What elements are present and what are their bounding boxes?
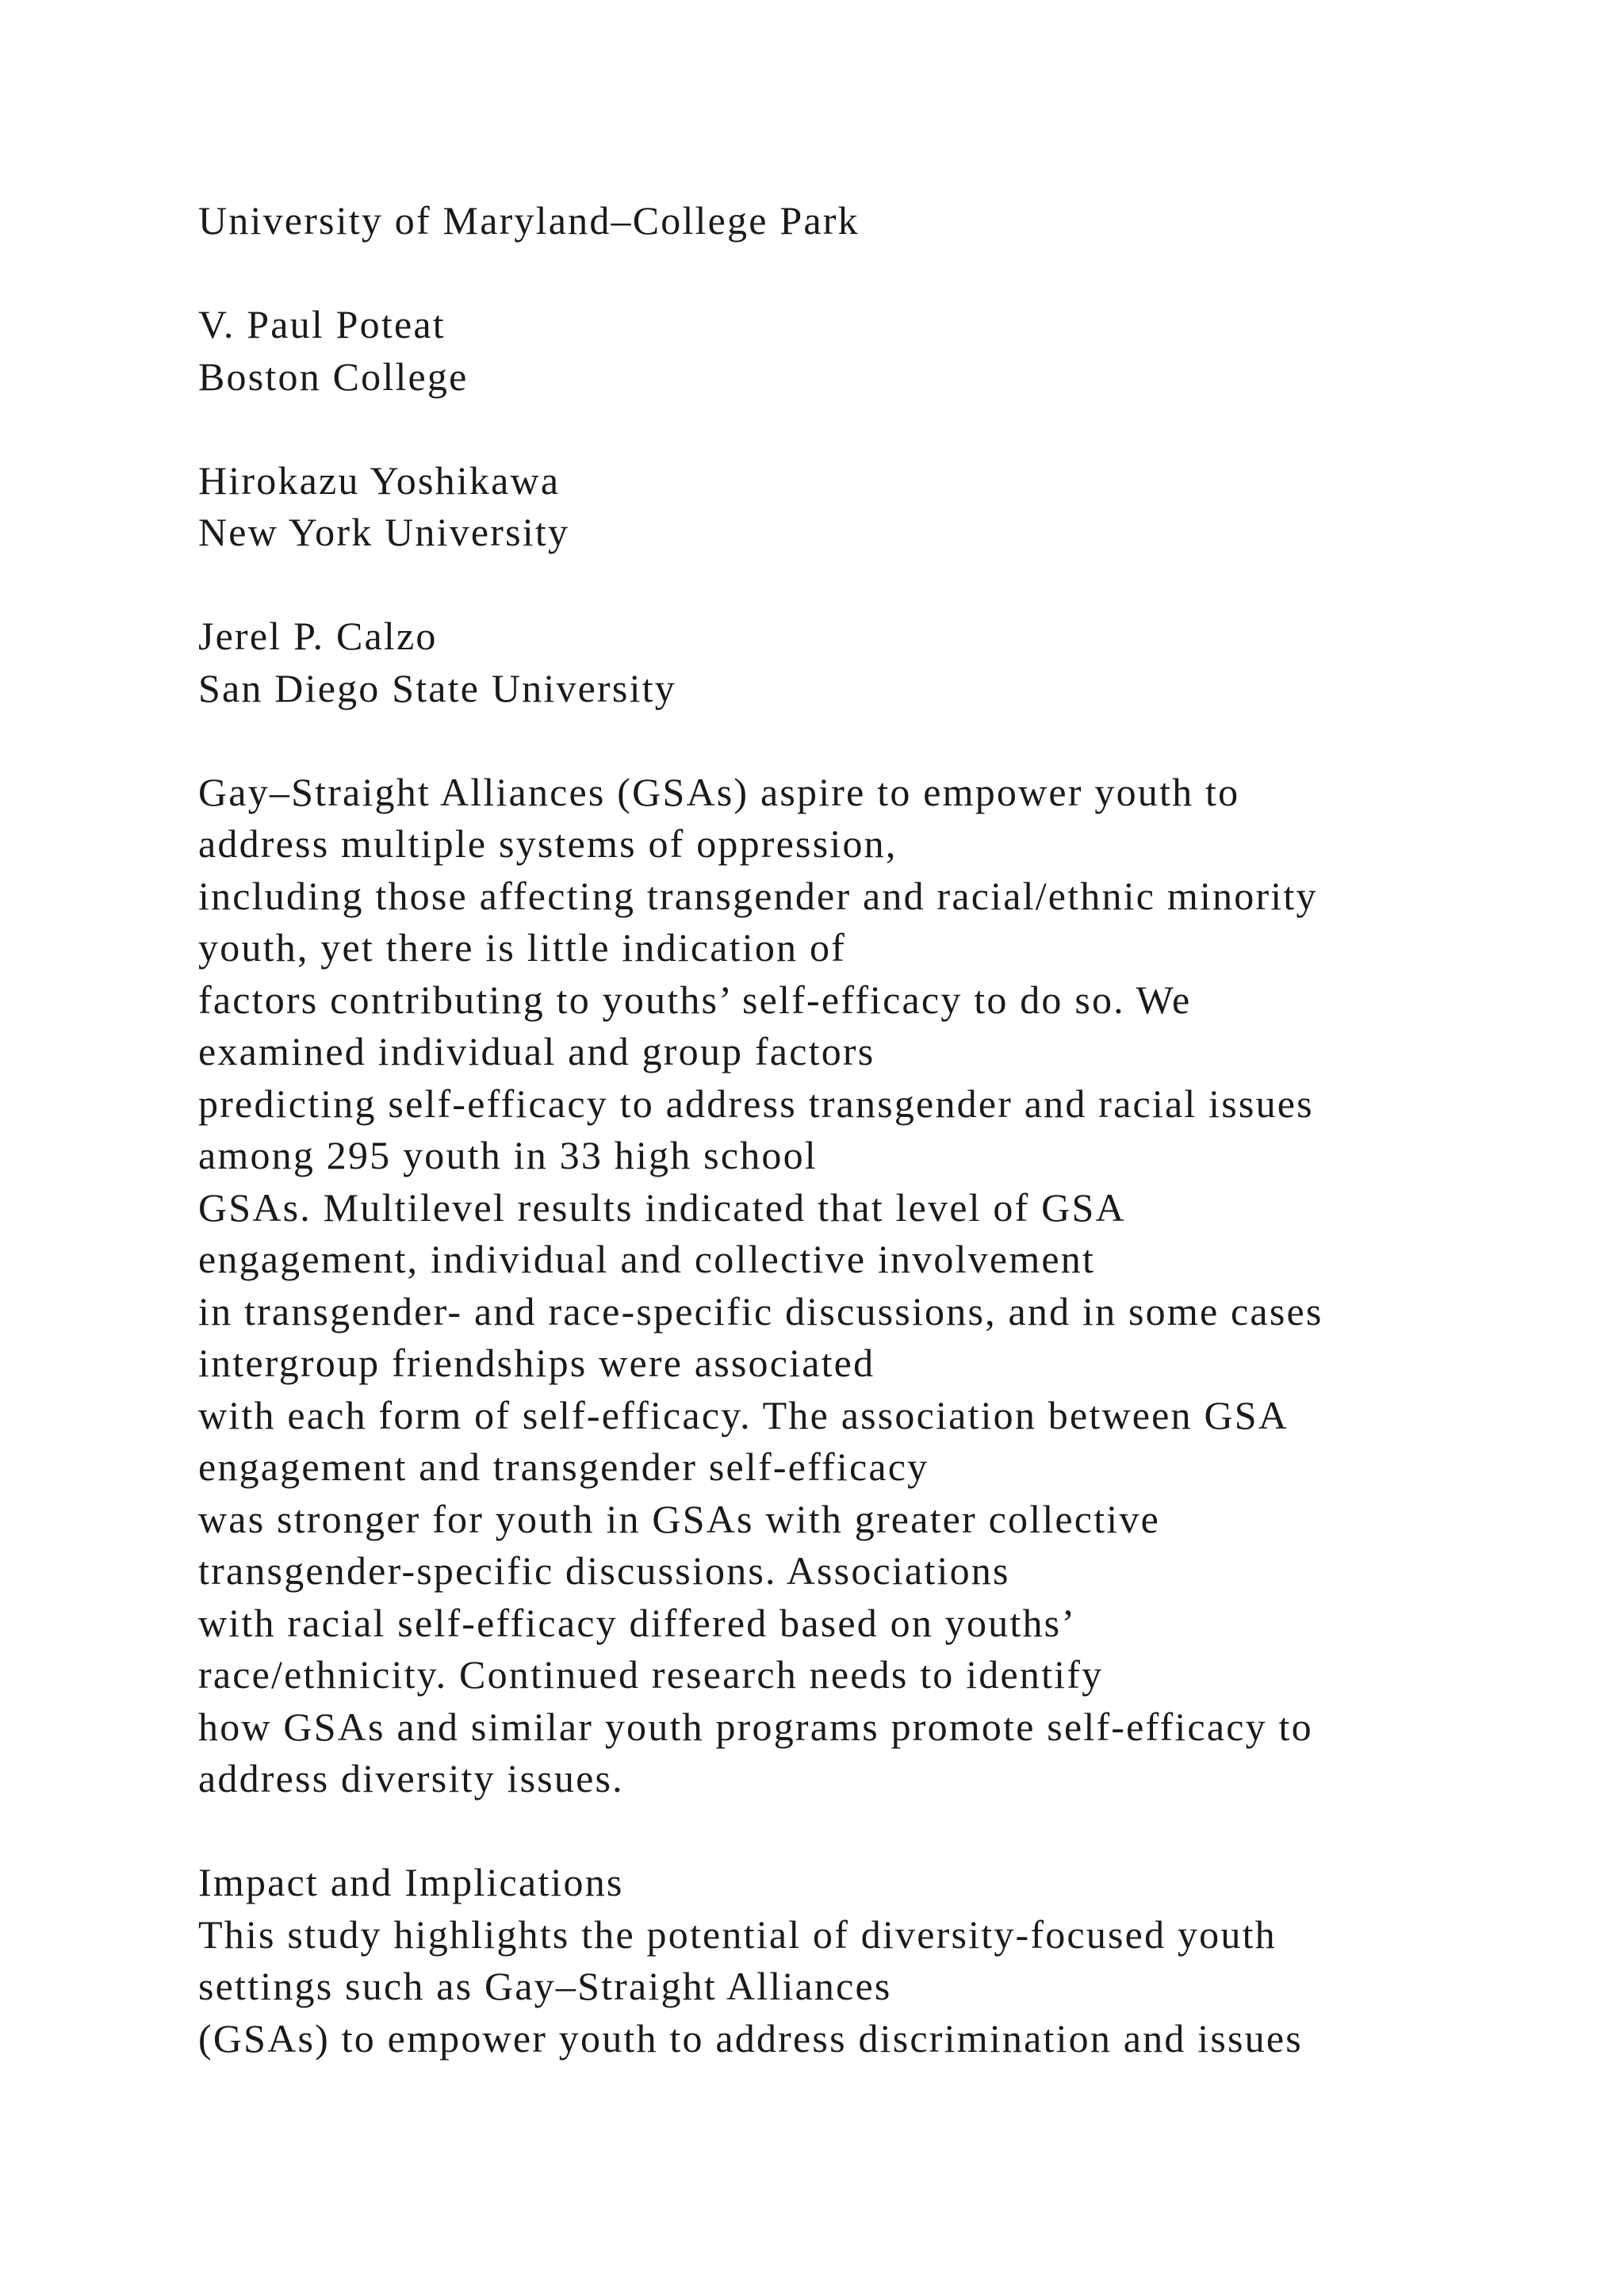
blank-line [198,247,1546,300]
abstract-line: engagement, individual and collective involvement [198,1237,1096,1281]
abstract-line: factors contributing to youths’ self-efficacy to do so. We [198,977,1192,1022]
blank-line [198,1805,1546,1858]
author-institution: New York University [198,510,570,554]
affiliation-line: University of Maryland–College Park [198,198,860,243]
impact-line: This study highlights the potential of diversity-focused youth [198,1911,1277,1957]
abstract-line: address diversity issues. [198,1756,624,1800]
abstract-line: among 295 youth in 33 high school [198,1133,818,1177]
abstract-line: in transgender- and race-specific discussions, and in some cases [198,1288,1323,1334]
author-name: Jerel P. Calzo [198,614,438,658]
author-name: Hirokazu Yoshikawa [198,457,561,503]
abstract-line: intergroup friendships were associated [198,1341,875,1385]
section-heading: Impact and Implications [198,1860,624,1904]
abstract-line: address multiple systems of oppression, [198,821,898,866]
abstract-line: with each form of self-efficacy. The association between GSA [198,1392,1289,1437]
abstract-line: engagement and transgender self-efficacy [198,1445,929,1489]
blank-line [198,559,1546,611]
impact-line: settings such as Gay–Straight Alliances [198,1964,892,2008]
abstract-line: with racial self-efficacy differed based on youths’ [198,1600,1077,1645]
abstract-line: GSAs. Multilevel results indicated that level of GSA [198,1184,1126,1230]
author-name: V. Paul Poteat [198,302,446,346]
abstract-line: race/ethnicity. Continued research needs to identify [198,1652,1104,1697]
blank-line [198,714,1546,767]
abstract-line: examined individual and group factors [198,1029,875,1073]
impact-line: (GSAs) to empower youth to address discrimination and issues [198,2015,1303,2061]
abstract-line: including those affecting transgender and racial/ethnic minority [198,873,1318,918]
abstract-line: predicting self-efficacy to address transgender and racial issues [198,1081,1314,1126]
document-text [198,195,1546,2064]
abstract-line: was stronger for youth in GSAs with greater collective [198,1496,1160,1541]
abstract-line: Gay–Straight Alliances (GSAs) aspire to empower youth to [198,769,1240,814]
abstract-line: transgender-specific discussions. Associations [198,1548,1010,1593]
blank-line [198,403,1546,455]
abstract-line: youth, yet there is little indication of [198,925,847,970]
abstract-line: how GSAs and similar youth programs promote self-efficacy to [198,1704,1313,1749]
author-institution: San Diego State University [198,665,676,710]
author-institution: Boston College [198,354,469,399]
